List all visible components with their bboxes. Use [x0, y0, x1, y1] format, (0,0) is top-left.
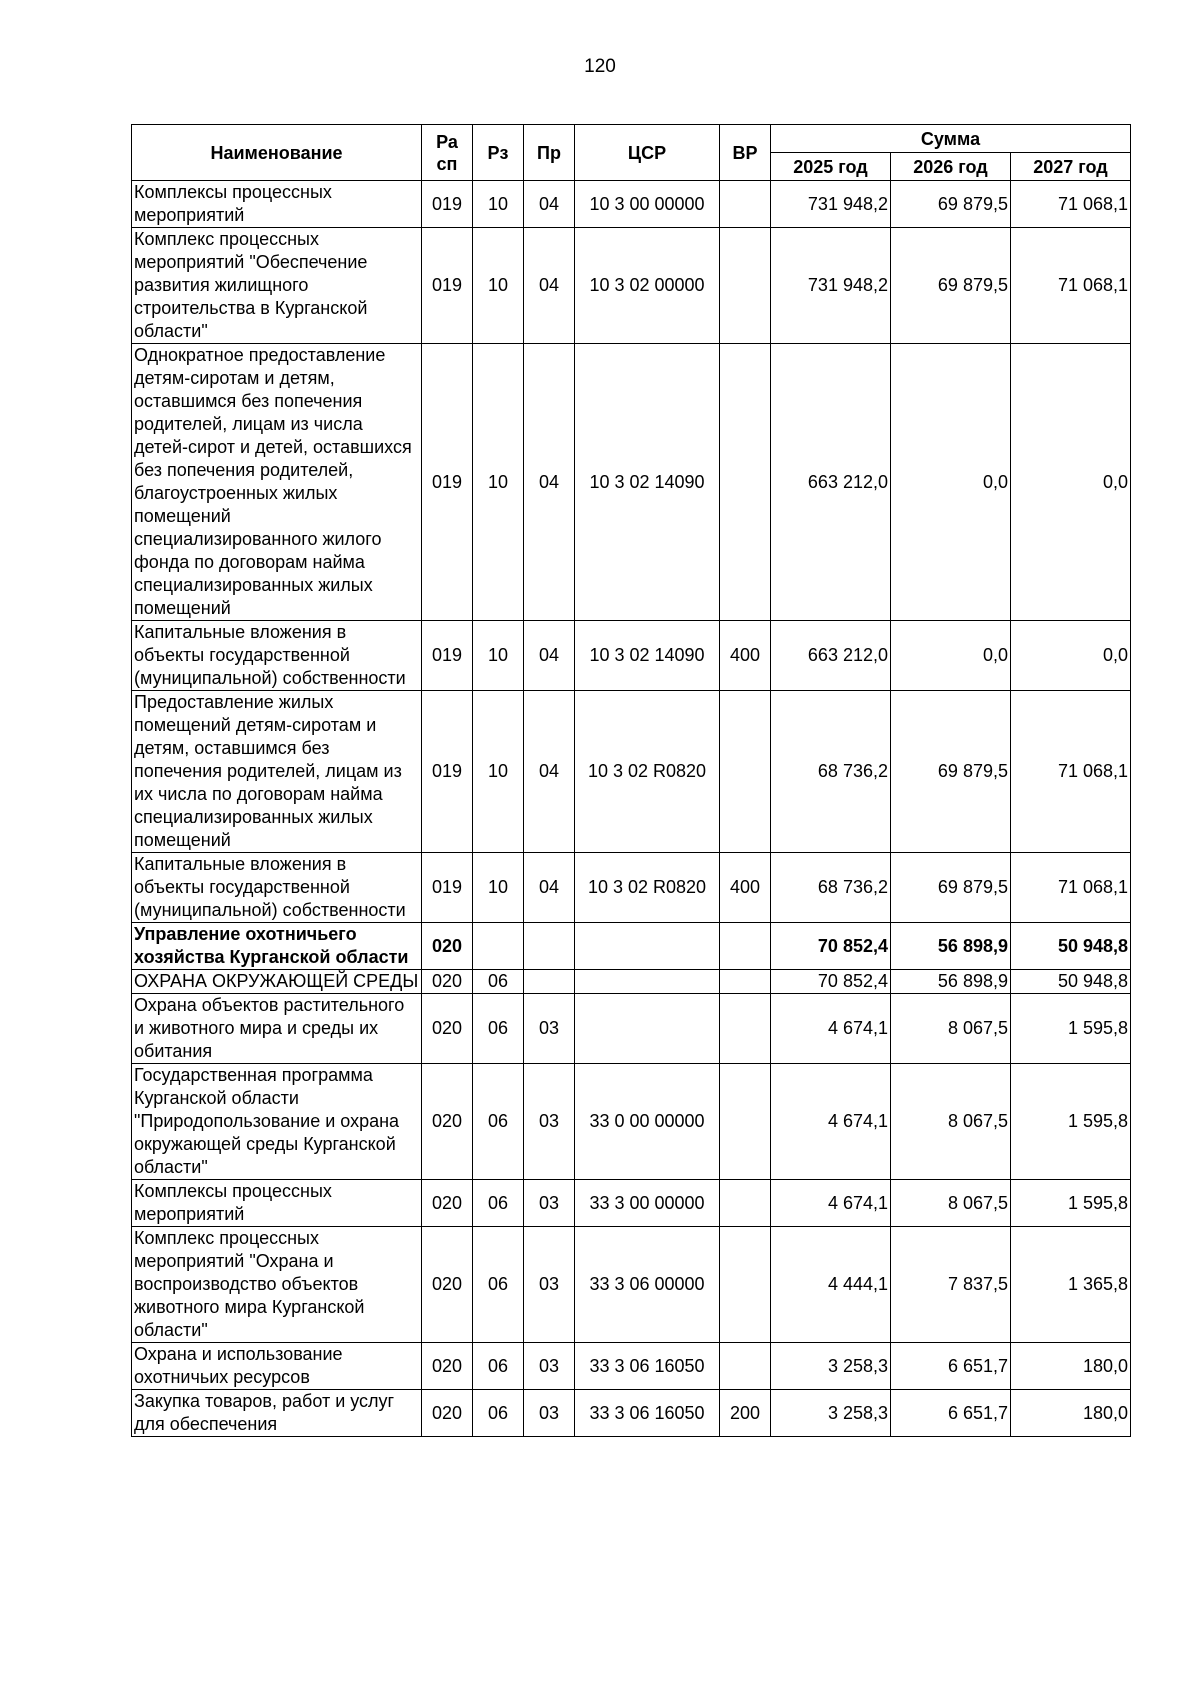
table-row — [132, 181, 1131, 228]
row-sum-2026: 8 067,5 — [891, 1180, 1011, 1227]
row-sum-2025: 4 444,1 — [771, 1227, 891, 1343]
row-sum-2026: 69 879,5 — [891, 853, 1011, 923]
row-rasp: 020 — [422, 923, 473, 970]
row-csr: 10 3 02 00000 — [575, 228, 720, 344]
table-row — [132, 1227, 1131, 1343]
row-pr — [524, 970, 575, 994]
header-rz: Рз — [473, 125, 524, 181]
row-vr — [720, 1343, 771, 1390]
row-vr — [720, 344, 771, 621]
row-sum-2026: 69 879,5 — [891, 691, 1011, 853]
table-row — [132, 1390, 1131, 1437]
row-sum-2027: 50 948,8 — [1011, 970, 1131, 994]
row-sum-2026: 69 879,5 — [891, 181, 1011, 228]
row-vr — [720, 970, 771, 994]
row-sum-2026: 56 898,9 — [891, 923, 1011, 970]
header-vr: ВР — [720, 125, 771, 181]
row-csr: 33 3 06 16050 — [575, 1343, 720, 1390]
row-sum-2025: 663 212,0 — [771, 621, 891, 691]
row-rasp: 019 — [422, 691, 473, 853]
row-name: Комплекс процессных мероприятий "Охрана и воспроизводство объектов животного мира Курганской области" — [132, 1227, 422, 1343]
row-rz: 06 — [473, 1064, 524, 1180]
row-sum-2025: 68 736,2 — [771, 853, 891, 923]
row-rz: 06 — [473, 1180, 524, 1227]
row-rasp: 019 — [422, 344, 473, 621]
row-vr — [720, 181, 771, 228]
row-csr — [575, 923, 720, 970]
row-rasp: 020 — [422, 1343, 473, 1390]
row-name: Государственная программа Курганской области "Природопользование и охрана окружающей среды Курганской области" — [132, 1064, 422, 1180]
row-sum-2025: 3 258,3 — [771, 1390, 891, 1437]
row-rasp: 020 — [422, 1390, 473, 1437]
header-2027: 2027 год — [1011, 153, 1131, 181]
row-csr: 10 3 00 00000 — [575, 181, 720, 228]
row-pr — [524, 923, 575, 970]
row-csr — [575, 994, 720, 1064]
row-csr: 10 3 02 14090 — [575, 621, 720, 691]
row-csr: 33 3 00 00000 — [575, 1180, 720, 1227]
row-rasp: 020 — [422, 1180, 473, 1227]
row-rasp: 019 — [422, 621, 473, 691]
header-csr: ЦСР — [575, 125, 720, 181]
table-row — [132, 344, 1131, 621]
row-pr: 04 — [524, 228, 575, 344]
row-rz: 10 — [473, 344, 524, 621]
row-csr: 33 3 06 16050 — [575, 1390, 720, 1437]
row-sum-2027: 71 068,1 — [1011, 181, 1131, 228]
row-rz: 10 — [473, 181, 524, 228]
header-2025: 2025 год — [771, 153, 891, 181]
row-rasp: 020 — [422, 1227, 473, 1343]
row-sum-2027: 50 948,8 — [1011, 923, 1131, 970]
row-rz: 06 — [473, 970, 524, 994]
table-row — [132, 1343, 1131, 1390]
row-name: Однократное предоставление детям-сиротам и детям, оставшимся без попечения родителей, лицам из числа детей-сирот и детей, оставшихся без попечения родителей, благоустроенных жилых помещений специализированного жилого фонда по договорам найма специализированных жилых помещений — [132, 344, 422, 621]
table-row — [132, 853, 1131, 923]
row-sum-2026: 69 879,5 — [891, 228, 1011, 344]
header-rasp-line2: сп — [436, 153, 458, 174]
header-rasp — [422, 125, 473, 181]
table-row — [132, 994, 1131, 1064]
row-vr — [720, 691, 771, 853]
row-vr: 400 — [720, 621, 771, 691]
row-name: Предоставление жилых помещений детям-сиротам и детям, оставшимся без попечения родителей, лицам из их числа по договорам найма специализированных жилых помещений — [132, 691, 422, 853]
row-sum-2025: 731 948,2 — [771, 228, 891, 344]
row-pr: 04 — [524, 181, 575, 228]
table-row — [132, 691, 1131, 853]
row-rz: 10 — [473, 853, 524, 923]
row-name: Комплекс процессных мероприятий "Обеспечение развития жилищного строительства в Курганской области" — [132, 228, 422, 344]
table-row — [132, 1064, 1131, 1180]
row-sum-2027: 180,0 — [1011, 1343, 1131, 1390]
table-row — [132, 621, 1131, 691]
row-rasp: 020 — [422, 1064, 473, 1180]
row-vr — [720, 228, 771, 344]
row-rasp: 020 — [422, 970, 473, 994]
row-sum-2027: 1 365,8 — [1011, 1227, 1131, 1343]
row-sum-2027: 71 068,1 — [1011, 691, 1131, 853]
table-row — [132, 923, 1131, 970]
row-rasp: 019 — [422, 228, 473, 344]
row-sum-2025: 731 948,2 — [771, 181, 891, 228]
table-row — [132, 970, 1131, 994]
page-number: 120 — [584, 56, 616, 77]
row-sum-2026: 8 067,5 — [891, 994, 1011, 1064]
row-sum-2025: 70 852,4 — [771, 923, 891, 970]
header-rasp-line1: Ра — [436, 131, 458, 152]
row-sum-2027: 1 595,8 — [1011, 1180, 1131, 1227]
row-rz: 06 — [473, 1343, 524, 1390]
row-name: Комплексы процессных мероприятий — [132, 181, 422, 228]
row-sum-2026: 8 067,5 — [891, 1064, 1011, 1180]
row-pr: 04 — [524, 344, 575, 621]
row-name: ОХРАНА ОКРУЖАЮЩЕЙ СРЕДЫ — [132, 970, 422, 994]
row-rz: 10 — [473, 228, 524, 344]
table-row — [132, 1180, 1131, 1227]
row-pr: 03 — [524, 1064, 575, 1180]
row-csr — [575, 970, 720, 994]
row-rz — [473, 923, 524, 970]
row-sum-2026: 6 651,7 — [891, 1390, 1011, 1437]
row-sum-2025: 4 674,1 — [771, 994, 891, 1064]
row-sum-2025: 68 736,2 — [771, 691, 891, 853]
row-name: Охрана объектов растительного и животного мира и среды их обитания — [132, 994, 422, 1064]
row-sum-2025: 70 852,4 — [771, 970, 891, 994]
row-sum-2025: 4 674,1 — [771, 1064, 891, 1180]
row-pr: 03 — [524, 1180, 575, 1227]
row-sum-2026: 7 837,5 — [891, 1227, 1011, 1343]
row-name: Управление охотничьего хозяйства Курганской области — [132, 923, 422, 970]
header-name: Наименование — [132, 125, 422, 181]
header-pr: Пр — [524, 125, 575, 181]
row-vr — [720, 923, 771, 970]
row-sum-2027: 1 595,8 — [1011, 994, 1131, 1064]
row-rasp: 019 — [422, 853, 473, 923]
row-sum-2026: 0,0 — [891, 344, 1011, 621]
row-sum-2026: 56 898,9 — [891, 970, 1011, 994]
row-pr: 04 — [524, 691, 575, 853]
row-vr — [720, 1064, 771, 1180]
row-csr: 33 3 06 00000 — [575, 1227, 720, 1343]
row-pr: 03 — [524, 1227, 575, 1343]
row-sum-2025: 3 258,3 — [771, 1343, 891, 1390]
row-vr: 400 — [720, 853, 771, 923]
row-csr: 10 3 02 R0820 — [575, 853, 720, 923]
row-csr: 10 3 02 14090 — [575, 344, 720, 621]
row-vr: 200 — [720, 1390, 771, 1437]
row-rasp: 019 — [422, 181, 473, 228]
table-row — [132, 228, 1131, 344]
row-name: Капитальные вложения в объекты государственной (муниципальной) собственности — [132, 853, 422, 923]
row-sum-2027: 0,0 — [1011, 344, 1131, 621]
row-pr: 04 — [524, 853, 575, 923]
row-sum-2025: 4 674,1 — [771, 1180, 891, 1227]
header-sum: Сумма — [771, 125, 1131, 153]
row-sum-2027: 71 068,1 — [1011, 228, 1131, 344]
row-sum-2027: 71 068,1 — [1011, 853, 1131, 923]
table-header — [132, 125, 1131, 181]
row-name: Комплексы процессных мероприятий — [132, 1180, 422, 1227]
row-pr: 03 — [524, 1390, 575, 1437]
row-pr: 03 — [524, 994, 575, 1064]
row-pr: 03 — [524, 1343, 575, 1390]
row-sum-2026: 0,0 — [891, 621, 1011, 691]
row-name: Закупка товаров, работ и услуг для обеспечения — [132, 1390, 422, 1437]
row-vr — [720, 1227, 771, 1343]
row-rz: 06 — [473, 1390, 524, 1437]
row-sum-2027: 0,0 — [1011, 621, 1131, 691]
row-csr: 10 3 02 R0820 — [575, 691, 720, 853]
row-csr: 33 0 00 00000 — [575, 1064, 720, 1180]
row-name: Капитальные вложения в объекты государственной (муниципальной) собственности — [132, 621, 422, 691]
row-sum-2026: 6 651,7 — [891, 1343, 1011, 1390]
row-name: Охрана и использование охотничьих ресурсов — [132, 1343, 422, 1390]
row-sum-2027: 180,0 — [1011, 1390, 1131, 1437]
row-rz: 10 — [473, 621, 524, 691]
row-vr — [720, 1180, 771, 1227]
row-rasp: 020 — [422, 994, 473, 1064]
row-rz: 06 — [473, 994, 524, 1064]
row-sum-2025: 663 212,0 — [771, 344, 891, 621]
row-vr — [720, 994, 771, 1064]
row-sum-2027: 1 595,8 — [1011, 1064, 1131, 1180]
row-pr: 04 — [524, 621, 575, 691]
budget-table — [131, 124, 1131, 1437]
row-rz: 10 — [473, 691, 524, 853]
header-2026: 2026 год — [891, 153, 1011, 181]
table-body — [132, 181, 1131, 1437]
row-rz: 06 — [473, 1227, 524, 1343]
